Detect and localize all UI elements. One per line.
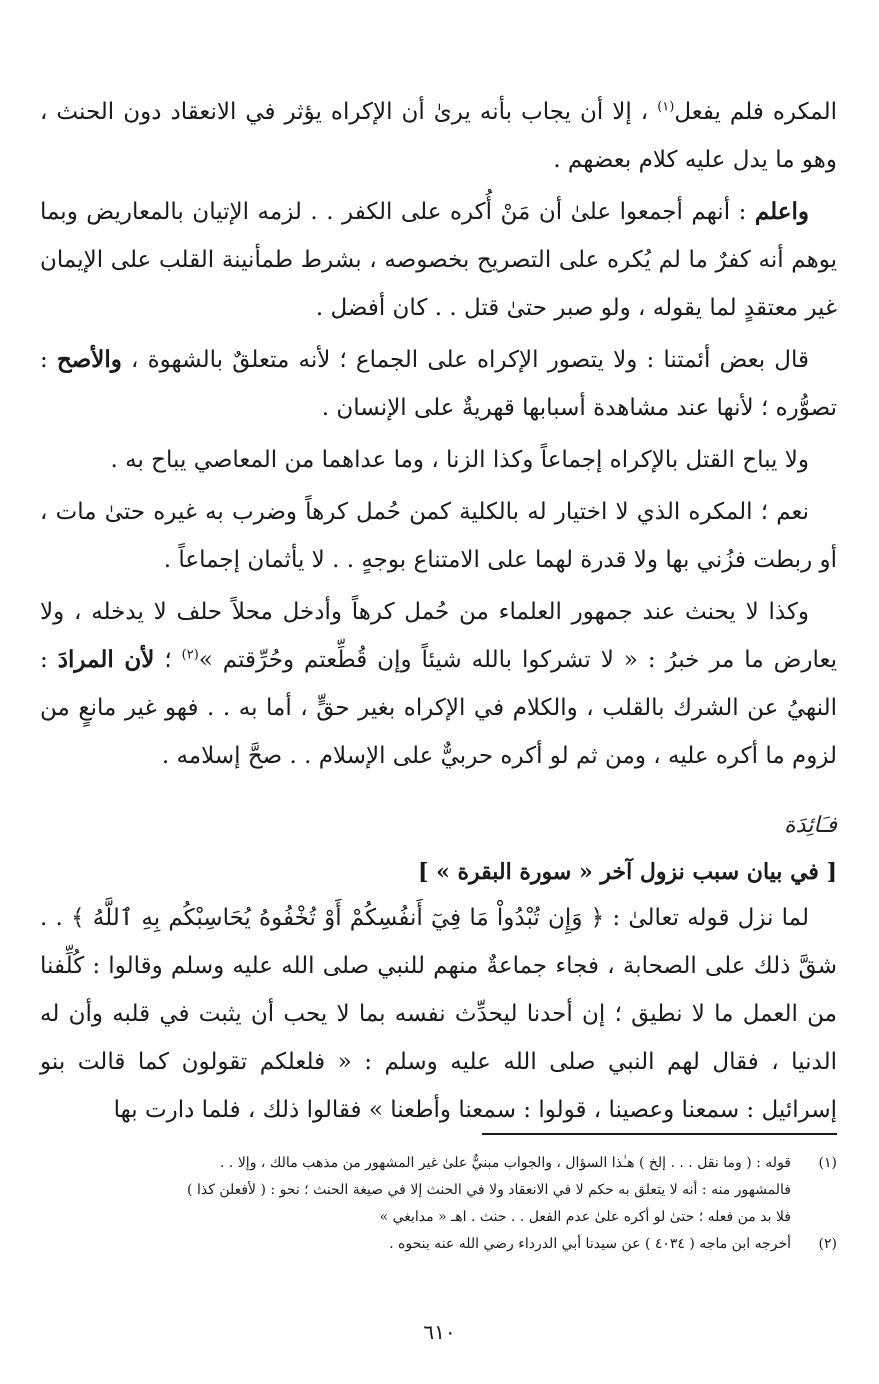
paragraph-5-text: نعم ؛ المكره الذي لا اختيار له بالكلية كمن حُمل كرهاً وضرب به غيره حتىٰ مات ، أو ربطت فزُني بها ولا قدرة لهما على الامتناع بوجهٍ . . لا يأثمان إجماعاً . (40, 499, 837, 573)
footnote-1-number: (١) (818, 1155, 837, 1171)
paragraph-4-text: ولا يباح القتل بالإكراه إجماعاً وكذا الزنا ، وما عداهما من المعاصي يباح به . (110, 447, 809, 473)
paragraph-6 (40, 588, 837, 780)
footnote-1 (40, 1150, 837, 1231)
footnote-2 (40, 1231, 837, 1258)
keyword-waalam: واعلم (754, 198, 809, 225)
paragraph-2 (40, 188, 837, 332)
footnote-ref-2[interactable]: (٢) (181, 647, 199, 663)
footnote-1-body (40, 1150, 791, 1231)
paragraph-1-text: المكره فلم يفعل (674, 99, 837, 125)
footnote-2-number: (٢) (818, 1236, 837, 1252)
footnote-ref-1[interactable]: (١) (657, 99, 675, 115)
section-title: [ في بيان سبب نزول آخر « سورة البقرة » ] (418, 859, 837, 885)
paragraph-6-tail2: : النهيُ عن الشرك بالقلب ، والكلام في الإكراه بغير حقٍّ ، أما به . . فهو غير مانعٍ من لزوم ما أكره عليه ، ومن ثم لو أكره حربيٌّ على الإسلام . . صحَّ إسلامه . (40, 647, 837, 769)
paragraph-4 (40, 436, 837, 484)
paragraph-1 (40, 88, 837, 184)
paragraph-6-tail: ؛ (154, 647, 182, 673)
paragraph-6-text: وكذا لا يحنث عند جمهور العلماء من حُمل كرهاً وأدخل محلاً حلف لا يدخله ، ولا يعارض ما مر خبرُ : « لا تشركوا بالله شيئاً وإن قُطِّعتم وحُرِّقتم » (40, 599, 838, 673)
footnote-divider (482, 1133, 837, 1135)
page-number: ٦١٠ (423, 1320, 456, 1344)
footnotes (40, 1150, 837, 1258)
footnote-2-body (40, 1231, 791, 1258)
main-text (40, 88, 837, 1138)
footnote-1-line-3: فلا بد من فعله ؛ حتىٰ لو أكره علىٰ عدم الفعل . . حنث . اهـ « مدابغي » (379, 1209, 791, 1225)
keyword-alasah: والأصح (56, 346, 122, 373)
faida-ornament: فـَائِدَة (784, 813, 837, 838)
footnote-1-line-2: فالمشهور منه : أنه لا يتعلق به حكم لا في الانعقاد ولا في الحنث إلا في صيغة الحنث ؛ نحو : ( لأفعلن كذا ) (187, 1182, 791, 1198)
paragraph-2-text: : أنهم أجمعوا علىٰ أن مَنْ أُكره على الكفر . . لزمه الإتيان بالمعاريض وبما يوهم أنه كفرٌ ما لم يُكره على التصريح بخصوصه ، بشرط طمأنينة القلب على الإيمان غير معتقدٍ لما يقوله ، ولو صبر حتىٰ قتل . . كان أفضل . (40, 199, 837, 321)
paragraph-3-tail: : تصوُّره ؛ لأنها عند مشاهدة أسبابها قهريةٌ على الإنسان . (40, 347, 837, 421)
paragraph-1-tail: ، إلا أن يجاب بأنه يرىٰ أن الإكراه يؤثر في الانعقاد دون الحنث ، وهو ما يدل عليه كلام بعضهم . (40, 99, 837, 173)
paragraph-3 (40, 336, 837, 432)
paragraph-3-text: قال بعض أئمتنا : ولا يتصور الإكراه على الجماع ؛ لأنه متعلقٌ بالشهوة ، (121, 347, 809, 373)
section-paragraph (40, 894, 837, 1134)
section-paragraph-text: لما نزل قوله تعالىٰ : ﴿ وَإِن تُبْدُواْ مَا فِيٓ أَنفُسِكُمْ أَوْ تُخْفُوهُ يُحَاسِبْكُم بِهِ ٱللَّهُ ﴾ . . شقَّ ذلك على الصحابة ، فجاء جماعةٌ منهم للنبي صلى الله عليه وسلم وقالوا : كُلِّفنا من العمل ما لا نطيق ؛ إن أحدنا ليحدِّث نفسه بما لا يحب أن يثبت في قلبه وأن له الدنيا ، فقال لهم النبي صلى الله عليه وسلم : « فلعلكم تقولون كما قالت بنو إسرائيل : سمعنا وعصينا ، قولوا : سمعنا وأطعنا » فقالوا ذلك ، فلما دارت بها (40, 905, 837, 1123)
footnote-1-line-1: قوله : ( وما نقل . . . إلخ ) هـٰذا السؤال ، والجواب مبنيٌّ علىٰ غير المشهور من مذهب مالك ، وإلا . . (220, 1155, 791, 1171)
footnote-2-line-1: أخرجه ابن ماجه ( ٤٠٣٤ ) عن سيدنا أبي الدرداء رضي الله عنه بنحوه . (389, 1236, 791, 1252)
paragraph-5 (40, 488, 837, 584)
keyword-murad: لأن المرادَ (57, 646, 155, 673)
